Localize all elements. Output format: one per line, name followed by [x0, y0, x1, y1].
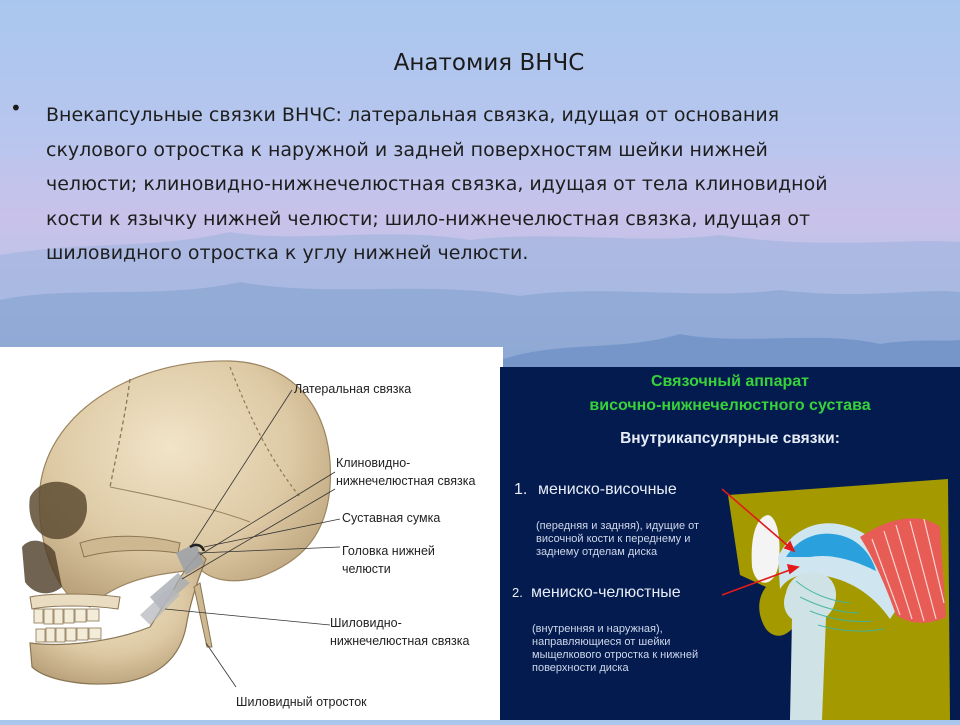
ligament-diagram — [500, 367, 960, 720]
item2-desc-2: направляющиеся от шейки — [532, 636, 671, 648]
item1-desc-1: (передняя и задняя), идущие от — [536, 520, 700, 532]
diagram-title-2: височно-нижнечелюстного сустава — [589, 397, 871, 414]
label-mandible-head-1: Головка нижней — [342, 544, 435, 558]
label-stylomandibular-1: Шиловидно- — [330, 616, 402, 630]
item1-desc-2: височной кости к переднему и — [536, 533, 691, 545]
item1-number: 1. — [514, 481, 528, 498]
item2-label: мениско-челюстные — [531, 584, 681, 601]
label-stylomandibular-2: нижнечелюстная связка — [330, 634, 470, 648]
label-sphenomandibular-1: Клиновидно- — [336, 456, 411, 470]
label-lateral-ligament: Латеральная связка — [294, 382, 412, 396]
bullet-text: Внекапсульные связки ВНЧС: латеральная связка, идущая от основания скулового отростка к наружной и задней поверхностям шейки нижней челюсти; клиновидно-нижнечелюстная связка, идущая от тела клиновидной кости к язычку нижней челюсти; шило-нижнечелюстная связка, идущая от шиловидного отростка к углу нижней челюсти. — [46, 104, 828, 264]
item2-desc-4: поверхности диска — [532, 662, 629, 674]
skull-figure — [0, 347, 503, 720]
diagram-subtitle: Внутрикапсулярные связки: — [620, 430, 840, 447]
label-joint-capsule: Суставная сумка — [342, 511, 441, 525]
item2-desc-1: (внутренняя и наружная), — [532, 623, 663, 635]
item2-number: 2. — [512, 585, 523, 600]
slide-title: Анатомия ВНЧС — [393, 50, 585, 76]
skull-illustration — [0, 347, 503, 720]
item2-desc-3: мыщелкового отростка к нижней — [532, 649, 699, 661]
bullet-icon: • — [10, 96, 22, 120]
item1-desc-3: заднему отделам диска — [536, 546, 658, 558]
label-sphenomandibular-2: нижнечелюстная связка — [336, 474, 476, 488]
label-mandible-head-2: челюсти — [342, 562, 391, 576]
item1-label: мениско-височные — [538, 481, 677, 498]
diagram-title-1: Связочный аппарат — [651, 373, 809, 390]
label-styloid-process: Шиловидный отросток — [236, 695, 367, 709]
